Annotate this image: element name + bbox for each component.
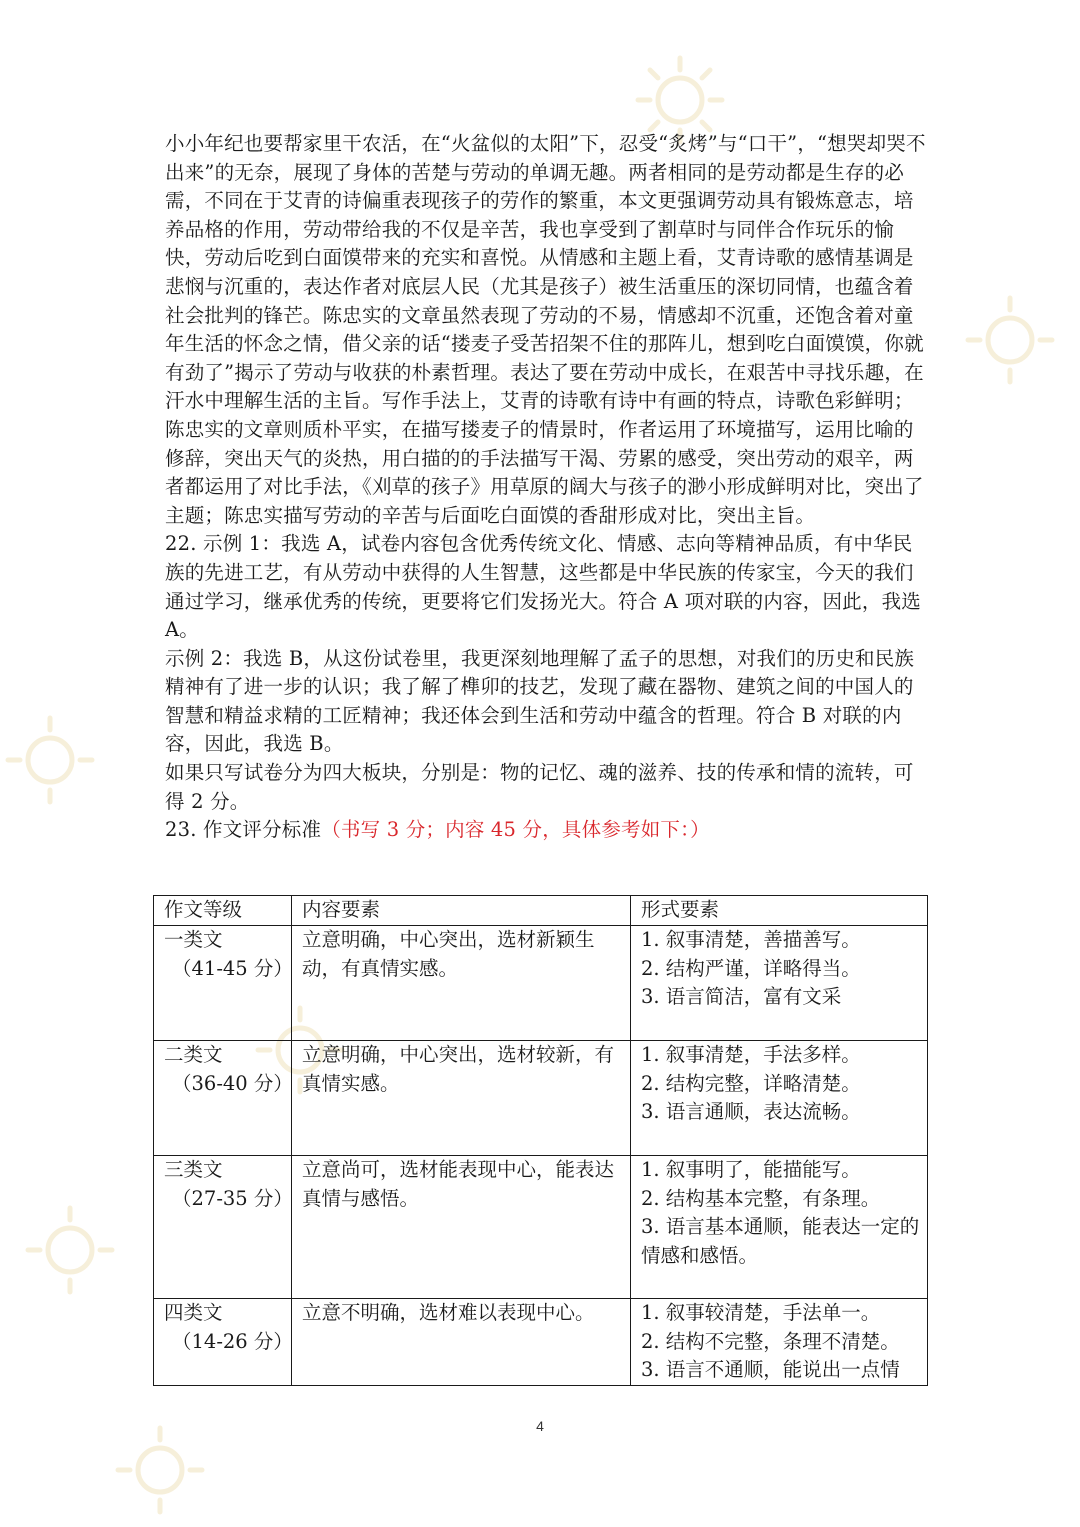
form-item: 3. 语言基本通顺，能表达一定的情感和感悟。 — [641, 1215, 920, 1267]
form-item: 1. 叙事明了，能描能写。 — [641, 1158, 861, 1181]
answer-text-block — [165, 130, 927, 845]
table-row — [154, 926, 928, 1041]
grade-cell — [154, 1156, 292, 1299]
content-cell: 立意明确，中心突出，选材新颖生动，有真情实感。 — [292, 926, 631, 1041]
header-grade: 作文等级 — [154, 896, 292, 926]
content-cell: 立意尚可，选材能表现中心，能表达真情与感悟。 — [292, 1156, 631, 1299]
form-item: 1. 叙事较清楚，手法单一。 — [641, 1301, 881, 1324]
form-cell — [631, 1299, 928, 1386]
grade-range: （14-26 分） — [172, 1329, 293, 1353]
q22-example-2: 示例 2：我选 B，从这份试卷里，我更深刻地理解了孟子的思想，对我们的历史和民族精神有了进一步的认识；我了解了榫卯的技艺，发现了藏在器物、建筑之间的中国人的智慧和精益求精的工匠精神；我还体会到生活和劳动中蕴含的哲理。符合 B 对联的内容，因此，我选 B。 — [165, 646, 915, 756]
grade-cell — [154, 1041, 292, 1156]
grade-range: （27-35 分） — [172, 1186, 293, 1210]
table-row — [154, 1156, 928, 1299]
page-number: 4 — [536, 1418, 544, 1434]
table-header-row — [154, 896, 928, 926]
grade-cell — [154, 926, 292, 1041]
grade-range: （36-40 分） — [172, 1071, 293, 1095]
form-item: 3. 语言通顺，表达流畅。 — [641, 1100, 861, 1124]
watermark-logo-icon — [960, 290, 1060, 394]
table-row — [154, 1041, 928, 1156]
passage-paragraph: 小小年纪也要帮家里干农活，在“火盆似的太阳”下，忍受“炙烤”与“口干”，“想哭却哭不出来”的无奈，展现了身体的苦楚与劳动的单调无趣。两者相同的是劳动都是生存的必需，不同在于艾青的诗偏重表现孩子的劳作的繁重，本文更强调劳动具有锻炼意志，培养品格的作用，劳动带给我的不仅是辛苦，我也享受到了割草时与同伴合作玩乐的愉快，劳动后吃到白面馍带来的充实和喜悦。从情感和主题上看，艾青诗歌的感情基调是悲悯与沉重的，表达作者对底层人民（尤其是孩子）被生活重压的深切同情，也蕴含着社会批判的锋芒。陈忠实的文章虽然表现了劳动的不易，情感却不沉重，还饱含着对童年生活的怀念之情，借父亲的话“搂麦子受苦招架不住的那阵儿，想到吃白面馍馍，你就有劲了”揭示了劳动与收获的朴素哲理。表达了要在劳动中成长，在艰苦中寻找乐趣，在汗水中理解生活的主旨。写作手法上，艾青的诗歌有诗中有画的特点，诗歌色彩鲜明；陈忠实的文章则质朴平实，在描写搂麦子的情景时，作者运用了环境描写，运用比喻的修辞，突出天气的炎热，用白描的的手法描写干渴、劳累的感受，突出劳动的艰辛，两者都运用了对比手法，《刈草的孩子》用草原的阔大与孩子的渺小形成鲜明对比，突出了主题；陈忠实描写劳动的辛苦与后面吃白面馍的香甜形成对比，突出主旨。 — [165, 132, 926, 527]
content-cell: 立意不明确，选材难以表现中心。 — [292, 1299, 631, 1386]
watermark-logo-icon — [0, 710, 100, 814]
grade-name: 三类文 — [164, 1158, 223, 1181]
form-item: 3. 语言不通顺，能说出一点情 — [641, 1358, 900, 1382]
form-item: 2. 结构不完整，条理不清楚。 — [641, 1329, 900, 1353]
header-content-elements: 内容要素 — [292, 896, 631, 926]
q23-heading — [165, 816, 927, 845]
q22-example-1: 22. 示例 1：我选 A，试卷内容包含优秀传统文化、情感、志向等精神品质，有中华民族的先进工艺，有从劳动中获得的人生智慧，这些都是中华民族的传家宝，今天的我们通过学习，继承优秀的传统，更要将它们发扬光大。符合 A 项对联的内容，因此，我选 A。 — [165, 532, 921, 642]
grade-name: 一类文 — [164, 928, 223, 951]
grade-cell — [154, 1299, 292, 1386]
form-item: 2. 结构完整，详略清楚。 — [641, 1071, 861, 1095]
watermark-logo-icon — [110, 1420, 210, 1524]
watermark-logo-icon — [20, 1200, 120, 1304]
form-item: 2. 结构严谨，详略得当。 — [641, 956, 861, 980]
form-cell — [631, 1041, 928, 1156]
grade-name: 二类文 — [164, 1043, 223, 1066]
grade-range: （41-45 分） — [172, 956, 293, 980]
q23-score-note: （书写 3 分；内容 45 分，具体参考如下：） — [321, 818, 710, 842]
grade-name: 四类文 — [164, 1301, 223, 1324]
table-row — [154, 1299, 928, 1386]
form-cell — [631, 926, 928, 1041]
content-cell: 立意明确，中心突出，选材较新，有真情实感。 — [292, 1041, 631, 1156]
q22-scoring-note: 如果只写试卷分为四大板块，分别是：物的记忆、魂的滋养、技的传承和情的流转，可得 2 分。 — [165, 761, 914, 813]
form-item: 1. 叙事清楚，善描善写。 — [641, 928, 861, 951]
q23-title: 23. 作文评分标准 — [165, 818, 322, 842]
header-form-elements: 形式要素 — [631, 896, 928, 926]
form-item: 3. 语言简洁，富有文采 — [641, 985, 842, 1009]
form-cell — [631, 1156, 928, 1299]
form-item: 1. 叙事清楚，手法多样。 — [641, 1043, 861, 1066]
form-item: 2. 结构基本完整，有条理。 — [641, 1186, 881, 1210]
essay-grading-table — [153, 895, 928, 1386]
